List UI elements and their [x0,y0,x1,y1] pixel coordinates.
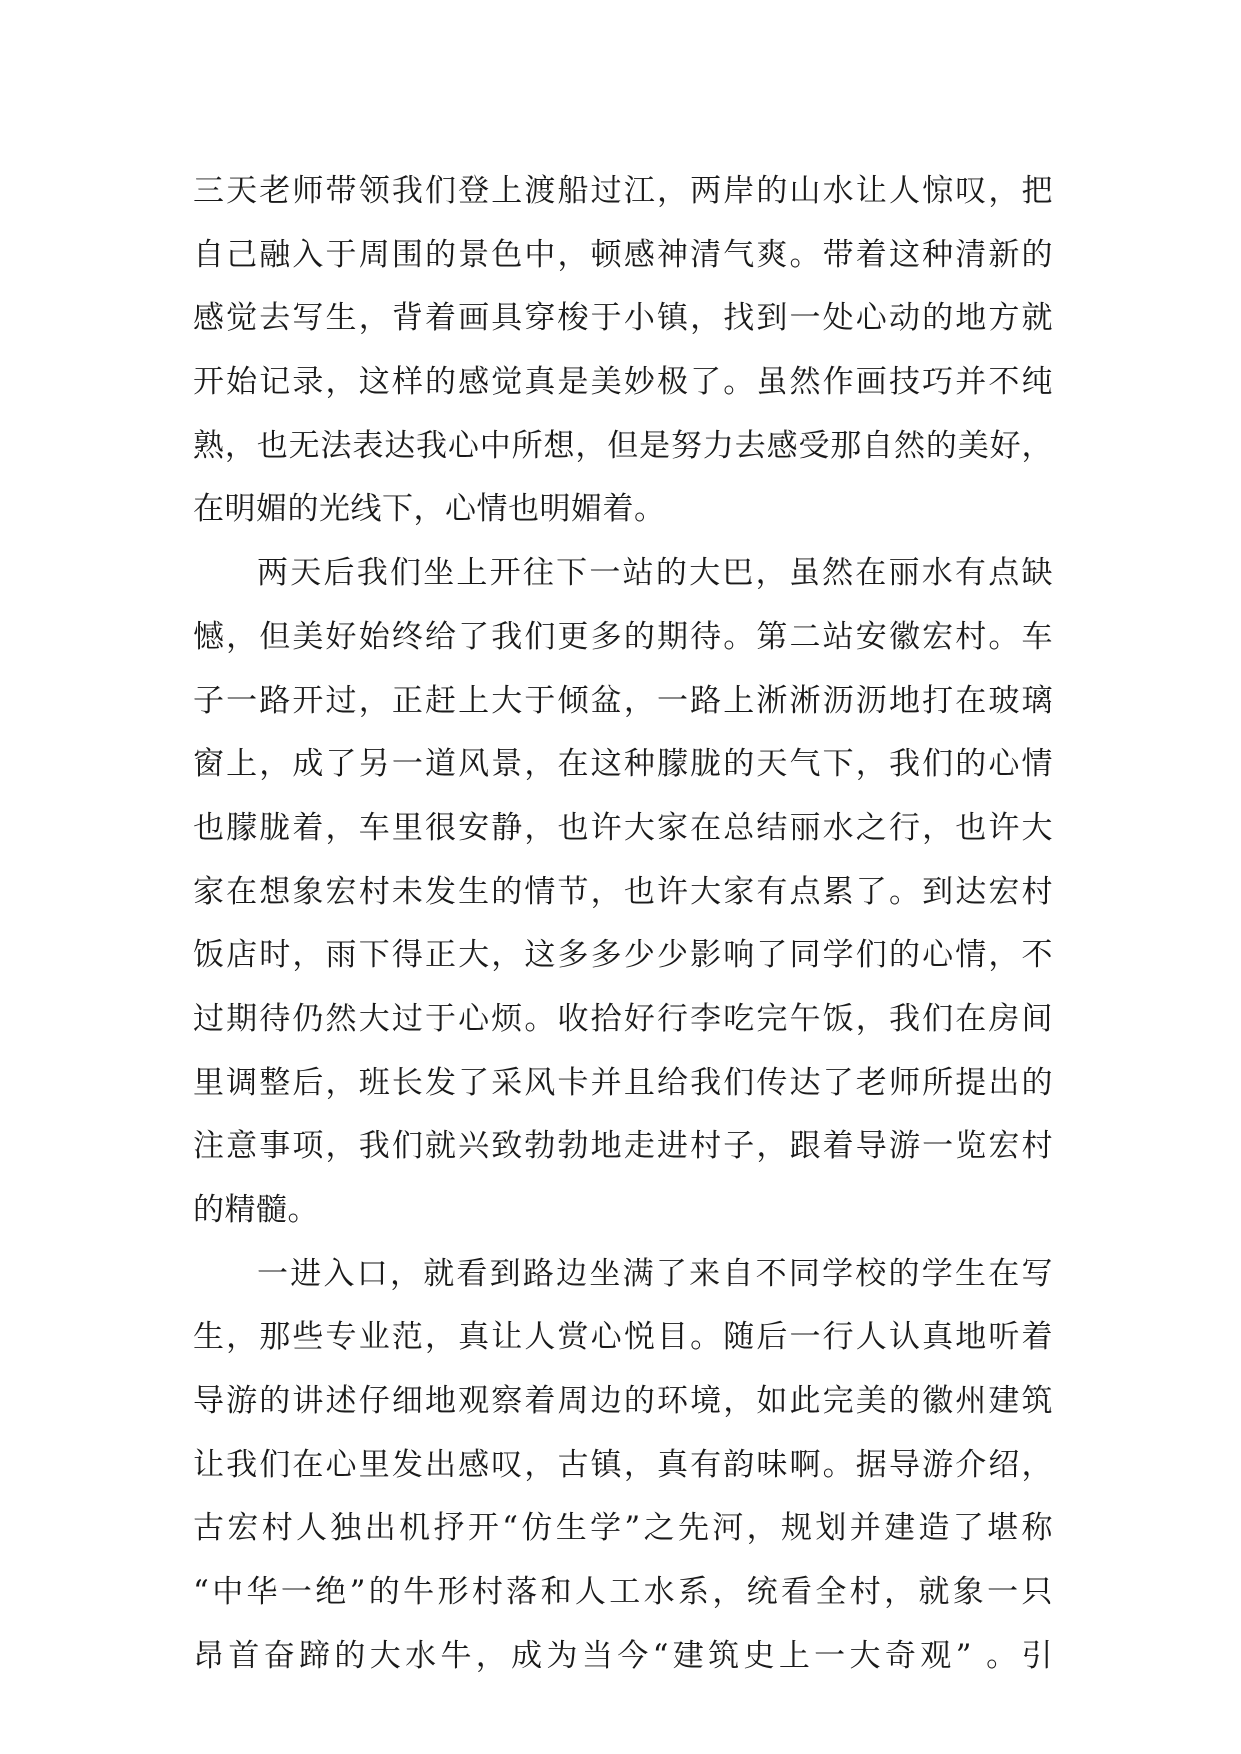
text-line: 让我们在心里发出感叹，古镇，真有韵味啊。据导游介绍， [193,1446,1053,1483]
paragraph-first-line: 两天后我们坐上开往下一站的大巴，虽然在丽水有点缺 [257,555,1053,592]
text-line: 熟，也无法表达我心中所想，但是努力去感受那自然的美好， [193,427,1053,464]
text-line: 家在想象宏村未发生的情节，也许大家有点累了。到达宏村 [193,873,1053,910]
text-line: 子一路开过，正赶上大于倾盆，一路上淅淅沥沥地打在玻璃 [193,682,1053,719]
text-line: 自己融入于周围的景色中，顿感神清气爽。带着这种清新的 [193,236,1053,273]
text-line: 导游的讲述仔细地观察着周边的环境，如此完美的徽州建筑 [193,1383,1053,1420]
text-line: 注意事项，我们就兴致勃勃地走进村子，跟着导游一览宏村 [193,1128,1053,1165]
text-line: 三天老师带领我们登上渡船过江，两岸的山水让人惊叹，把 [193,173,1053,209]
paragraph-first-line: 一进入口，就看到路边坐满了来自不同学校的学生在写 [257,1255,1053,1292]
text-line: “中华一绝”的牛形村落和人工水系，统看全村，就象一只 [193,1574,1053,1611]
text-line: 感觉去写生，背着画具穿梭于小镇，找到一处心动的地方就 [193,300,1053,337]
text-line: 在明媚的光线下，心情也明媚着。 [193,491,666,528]
body-text [193,160,1053,1689]
text-line: 饭店时，雨下得正大，这多多少少影响了同学们的心情，不 [193,937,1053,974]
text-line: 也朦胧着，车里很安静，也许大家在总结丽水之行，也许大 [193,809,1053,846]
text-line: 古宏村人独出机抒开“仿生学”之先河，规划并建造了堪称 [193,1510,1053,1547]
text-line: 开始记录，这样的感觉真是美妙极了。虽然作画技巧并不纯 [193,364,1053,401]
text-line: 窗上，成了另一道风景，在这种朦胧的天气下，我们的心情 [193,746,1053,783]
text-line: 生，那些专业范，真让人赏心悦目。随后一行人认真地听着 [193,1319,1053,1356]
text-line: 过期待仍然大过于心烦。收拾好行李吃完午饭，我们在房间 [193,1000,1053,1037]
text-line: 昂首奋蹄的大水牛，成为当今“建筑史上一大奇观” 。引 [193,1637,1053,1674]
text-line: 里调整后，班长发了采风卡并且给我们传达了老师所提出的 [193,1064,1053,1101]
text-line: 憾，但美好始终给了我们更多的期待。第二站安徽宏村。车 [193,618,1053,655]
text-line: 的精髓。 [193,1192,319,1228]
